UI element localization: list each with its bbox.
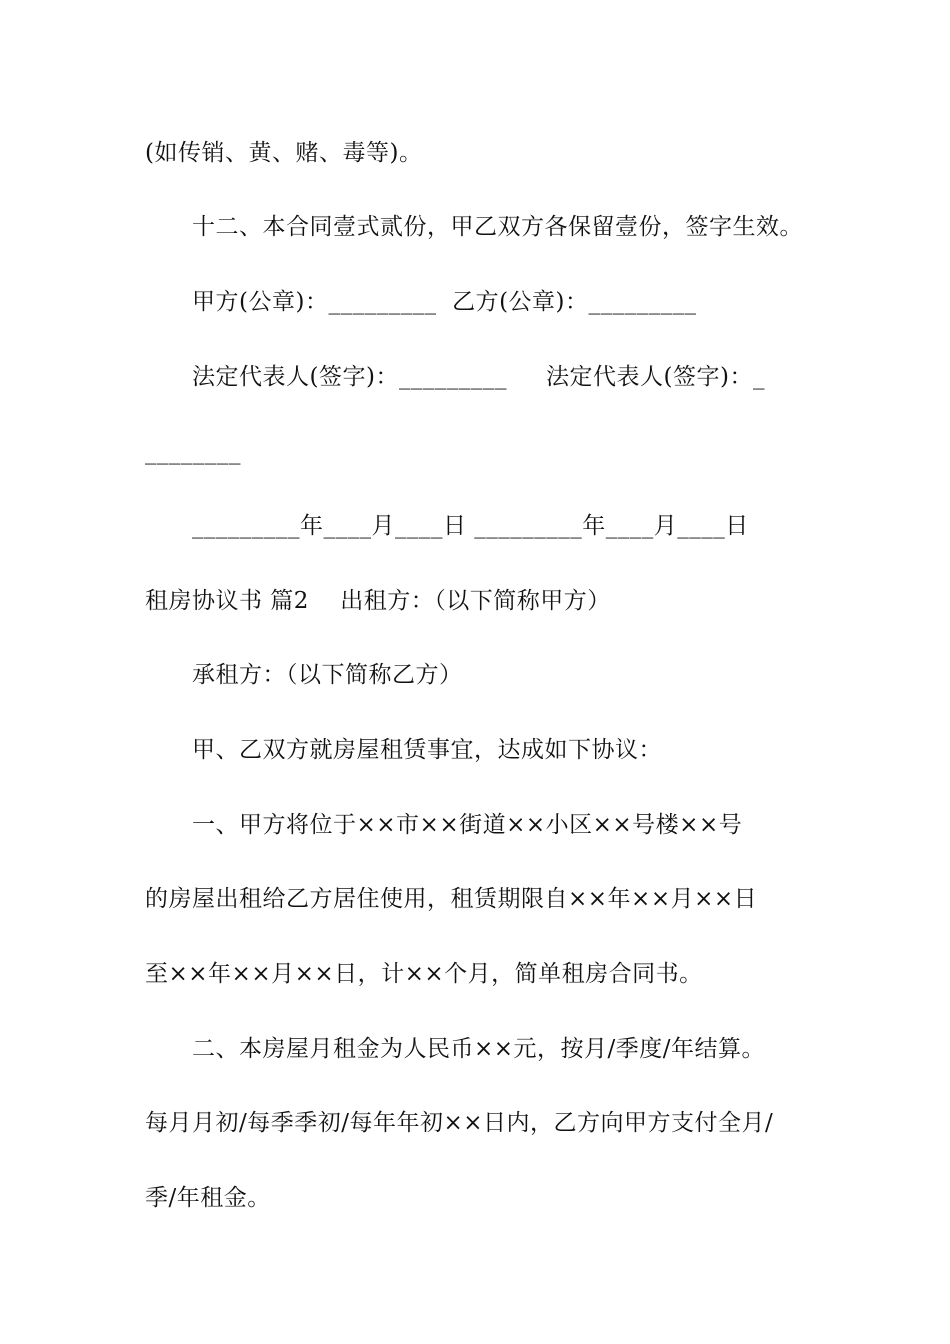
clause-1-line-3: 至××年××月××日，计××个月，简单租房合同书。 — [145, 961, 703, 987]
text-line: (如传销、黄、赌、毒等)。 — [145, 140, 423, 166]
clause-1-line-2: 的房屋出租给乙方居住使用，租赁期限自××年××月××日 — [145, 886, 758, 912]
clause-2-line-3: 季/年租金。 — [145, 1185, 271, 1211]
clause-2-line-1: 二、本房屋月租金为人民币××元，按月/季度/年结算。 — [192, 1036, 766, 1062]
section-heading: 租房协议书 篇2 出租方：（以下简称甲方） — [145, 588, 611, 614]
clause-1-line-1: 一、甲方将位于××市××街道××小区××号楼××号 — [192, 812, 743, 838]
agreement-intro: 甲、乙双方就房屋租赁事宜，达成如下协议： — [192, 737, 662, 763]
seal-line: 甲方(公章)：_________ 乙方(公章)：_________ — [192, 289, 697, 315]
signature-blank-continued: ________ — [145, 439, 241, 465]
signature-line: 法定代表人(签字)：_________ 法定代表人(签字)：_ — [192, 364, 765, 390]
date-line: _________年____月____日 _________年____月____日 — [192, 513, 749, 539]
clause-12: 十二、本合同壹式贰份，甲乙双方各保留壹份，签字生效。 — [192, 214, 803, 240]
clause-2-line-2: 每月月初/每季季初/每年年初××日内，乙方向甲方支付全月/ — [145, 1110, 774, 1136]
lessee-line: 承租方：（以下简称乙方） — [192, 662, 463, 688]
